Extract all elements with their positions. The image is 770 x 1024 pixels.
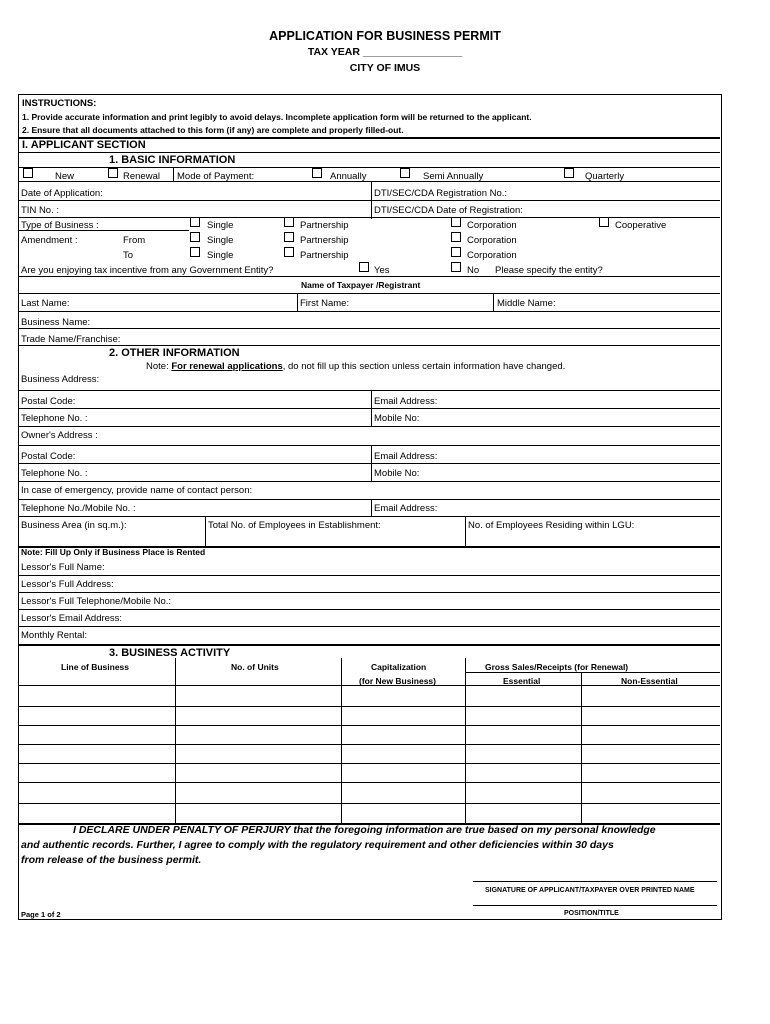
position-title-label: POSITION/TITLE bbox=[564, 910, 619, 917]
new-label: New bbox=[55, 171, 75, 182]
annually-label: Annually bbox=[330, 171, 367, 182]
incentive-no-checkbox[interactable] bbox=[451, 262, 461, 272]
signature-line[interactable] bbox=[473, 881, 717, 882]
business-area-field[interactable]: Business Area (in sq.m.): bbox=[21, 520, 127, 531]
position-line[interactable] bbox=[473, 905, 717, 906]
tax-year-field[interactable]: TAX YEAR _________________ bbox=[307, 46, 463, 58]
new-checkbox[interactable] bbox=[23, 168, 33, 178]
employees-within-lgu-field[interactable]: No. of Employees Residing within LGU: bbox=[468, 520, 635, 531]
page-number: Page 1 of 2 bbox=[21, 910, 61, 919]
amendment-to-label: To bbox=[123, 250, 134, 261]
taxpayer-name-heading: Name of Taxpayer /Registrant bbox=[301, 280, 421, 290]
lessor-full-name-field[interactable]: Lessor's Full Name: bbox=[21, 562, 105, 573]
last-name-field[interactable]: Last Name: bbox=[21, 298, 70, 309]
divider bbox=[19, 644, 720, 646]
to-partnership-label: Partnership bbox=[300, 250, 349, 261]
type-cooperative-label: Cooperative bbox=[615, 220, 667, 231]
divider bbox=[19, 609, 720, 610]
telephone-no-field[interactable]: Telephone No. : bbox=[21, 413, 88, 424]
declaration-line-2: and authentic records. Further, I agree to comply with the regulatory requirement and other deficiencies within 30 days bbox=[21, 839, 614, 851]
semi-annually-label: Semi Annually bbox=[423, 171, 484, 182]
owner-mobile-no-field[interactable]: Mobile No: bbox=[374, 468, 420, 479]
type-cooperative-checkbox[interactable] bbox=[599, 217, 609, 227]
capitalization-header: Capitalization bbox=[371, 662, 427, 672]
from-corporation-label: Corporation bbox=[467, 235, 517, 246]
renewal-note-prefix: Note: bbox=[146, 361, 172, 372]
non-essential-header: Non-Essential bbox=[621, 676, 678, 686]
rented-place-note: Note: Fill Up Only if Business Place is Rented bbox=[21, 547, 206, 557]
lessor-full-address-field[interactable]: Lessor's Full Address: bbox=[21, 579, 114, 590]
dti-registration-no-field[interactable]: DTI/SEC/CDA Registration No.: bbox=[374, 188, 508, 199]
incentive-yes-checkbox[interactable] bbox=[359, 262, 369, 272]
other-information-heading: 2. OTHER INFORMATION bbox=[109, 347, 240, 359]
divider bbox=[19, 463, 720, 464]
divider bbox=[465, 672, 720, 673]
essential-header: Essential bbox=[503, 676, 541, 686]
divider bbox=[19, 592, 720, 593]
declaration-line-1: I DECLARE UNDER PENALTY OF PERJURY that the foregoing information are true based on my personal knowledge bbox=[73, 824, 656, 836]
activity-row[interactable] bbox=[19, 706, 720, 707]
city-name: CITY OF IMUS bbox=[349, 62, 421, 74]
incentive-yes-label: Yes bbox=[374, 265, 390, 276]
renewal-label: Renewal bbox=[123, 171, 160, 182]
divider bbox=[19, 293, 720, 294]
type-corporation-checkbox[interactable] bbox=[451, 217, 461, 227]
signature-label: SIGNATURE OF APPLICANT/TAXPAYER OVER PRINTED NAME bbox=[485, 887, 695, 894]
from-single-label: Single bbox=[207, 235, 234, 246]
divider bbox=[19, 445, 720, 446]
dti-date-field[interactable]: DTI/SEC/CDA Date of Registration: bbox=[374, 205, 523, 216]
divider bbox=[19, 200, 720, 201]
divider bbox=[19, 345, 720, 346]
owners-address-field[interactable]: Owner's Address : bbox=[21, 430, 98, 441]
instructions-heading: INSTRUCTIONS: bbox=[22, 98, 97, 109]
emergency-contact-field[interactable]: In case of emergency, provide name of contact person: bbox=[21, 485, 253, 496]
divider bbox=[19, 575, 720, 576]
from-partnership-checkbox[interactable] bbox=[284, 232, 294, 242]
divider bbox=[19, 408, 720, 409]
divider bbox=[19, 230, 189, 231]
tax-incentive-question: Are you enjoying tax incentive from any Government Entity? bbox=[21, 265, 274, 276]
from-partnership-label: Partnership bbox=[300, 235, 349, 246]
declaration-line-3: from release of the business permit. bbox=[21, 854, 202, 866]
date-of-application-field[interactable]: Date of Application: bbox=[21, 188, 103, 199]
type-corporation-label: Corporation bbox=[467, 220, 517, 231]
tin-no-field[interactable]: TIN No. : bbox=[21, 205, 60, 216]
instruction-1: 1. Provide accurate information and print legibly to avoid delays. Incomplete application form will be returned to the applicant. bbox=[22, 112, 532, 122]
line-of-business-header: Line of Business bbox=[61, 662, 130, 672]
total-employees-field[interactable]: Total No. of Employees in Establishment: bbox=[208, 520, 381, 531]
quarterly-checkbox[interactable] bbox=[564, 168, 574, 178]
type-of-business-label: Type of Business : bbox=[21, 220, 99, 231]
activity-row[interactable] bbox=[19, 725, 720, 726]
divider bbox=[19, 217, 720, 218]
no-of-units-header: No. of Units bbox=[231, 662, 279, 672]
activity-row[interactable] bbox=[19, 782, 720, 783]
to-single-label: Single bbox=[207, 250, 234, 261]
postal-code-field[interactable]: Postal Code: bbox=[21, 396, 76, 407]
divider bbox=[19, 167, 720, 168]
lessor-email-field[interactable]: Lessor's Email Address: bbox=[21, 613, 123, 624]
business-address-field[interactable]: Business Address: bbox=[21, 374, 100, 385]
owner-postal-code-field[interactable]: Postal Code: bbox=[21, 451, 76, 462]
monthly-rental-field[interactable]: Monthly Rental: bbox=[21, 630, 88, 641]
activity-row[interactable] bbox=[19, 763, 720, 764]
first-name-field[interactable]: First Name: bbox=[300, 298, 350, 309]
form-title: APPLICATION FOR BUSINESS PERMIT bbox=[269, 29, 501, 43]
specify-entity-field[interactable]: Please specify the entity? bbox=[495, 265, 603, 276]
activity-row[interactable] bbox=[19, 803, 720, 804]
trade-name-field[interactable]: Trade Name/Franchise: bbox=[21, 334, 121, 345]
divider bbox=[19, 626, 720, 627]
divider bbox=[19, 181, 720, 182]
mobile-no-field[interactable]: Mobile No: bbox=[374, 413, 420, 424]
emergency-telephone-mobile-field[interactable]: Telephone No./Mobile No. : bbox=[21, 503, 136, 514]
divider bbox=[19, 311, 720, 312]
semi-annually-checkbox[interactable] bbox=[400, 168, 410, 178]
renewal-note-suffix: , do not fill up this section unless certain information have changed. bbox=[282, 361, 566, 372]
emergency-email-address-field[interactable]: Email Address: bbox=[374, 503, 438, 514]
divider bbox=[19, 516, 720, 517]
type-single-label: Single bbox=[207, 220, 234, 231]
activity-row[interactable] bbox=[19, 744, 720, 745]
divider bbox=[19, 499, 720, 500]
divider bbox=[19, 328, 720, 329]
owner-email-address-field[interactable]: Email Address: bbox=[374, 451, 438, 462]
type-partnership-checkbox[interactable] bbox=[284, 217, 294, 227]
to-corporation-label: Corporation bbox=[467, 250, 517, 261]
middle-name-field[interactable]: Middle Name: bbox=[497, 298, 556, 309]
business-activity-heading: 3. BUSINESS ACTIVITY bbox=[109, 647, 231, 659]
quarterly-label: Quarterly bbox=[585, 171, 625, 182]
renewal-checkbox[interactable] bbox=[108, 168, 118, 178]
type-single-checkbox[interactable] bbox=[190, 217, 200, 227]
annually-checkbox[interactable] bbox=[312, 168, 322, 178]
amendment-from-label: From bbox=[123, 235, 146, 246]
divider bbox=[19, 481, 720, 482]
renewal-note bbox=[146, 361, 565, 372]
divider bbox=[19, 426, 720, 427]
incentive-no-label: No bbox=[467, 265, 480, 276]
from-single-checkbox[interactable] bbox=[190, 232, 200, 242]
applicant-section-heading: I. APPLICANT SECTION bbox=[22, 139, 146, 151]
to-single-checkbox[interactable] bbox=[190, 247, 200, 257]
application-form bbox=[18, 94, 722, 920]
divider bbox=[19, 685, 720, 686]
divider bbox=[19, 276, 720, 277]
divider bbox=[19, 390, 720, 391]
to-partnership-checkbox[interactable] bbox=[284, 247, 294, 257]
renewal-note-link: For renewal applications bbox=[171, 361, 283, 372]
lessor-phone-field[interactable]: Lessor's Full Telephone/Mobile No.: bbox=[21, 596, 172, 607]
basic-information-heading: 1. BASIC INFORMATION bbox=[109, 154, 236, 166]
to-corporation-checkbox[interactable] bbox=[451, 247, 461, 257]
instruction-2: 2. Ensure that all documents attached to this form (if any) are complete and properly filled-out. bbox=[22, 125, 404, 135]
gross-sales-header: Gross Sales/Receipts (for Renewal) bbox=[485, 662, 629, 672]
divider bbox=[19, 152, 720, 153]
type-partnership-label: Partnership bbox=[300, 220, 349, 231]
email-address-field[interactable]: Email Address: bbox=[374, 396, 438, 407]
owner-telephone-no-field[interactable]: Telephone No. : bbox=[21, 468, 88, 479]
amendment-label: Amendment : bbox=[21, 235, 78, 246]
business-name-field[interactable]: Business Name: bbox=[21, 317, 91, 328]
mode-of-payment-label: Mode of Payment: bbox=[177, 171, 255, 182]
for-new-business-header: (for New Business) bbox=[359, 676, 436, 686]
from-corporation-checkbox[interactable] bbox=[451, 232, 461, 242]
